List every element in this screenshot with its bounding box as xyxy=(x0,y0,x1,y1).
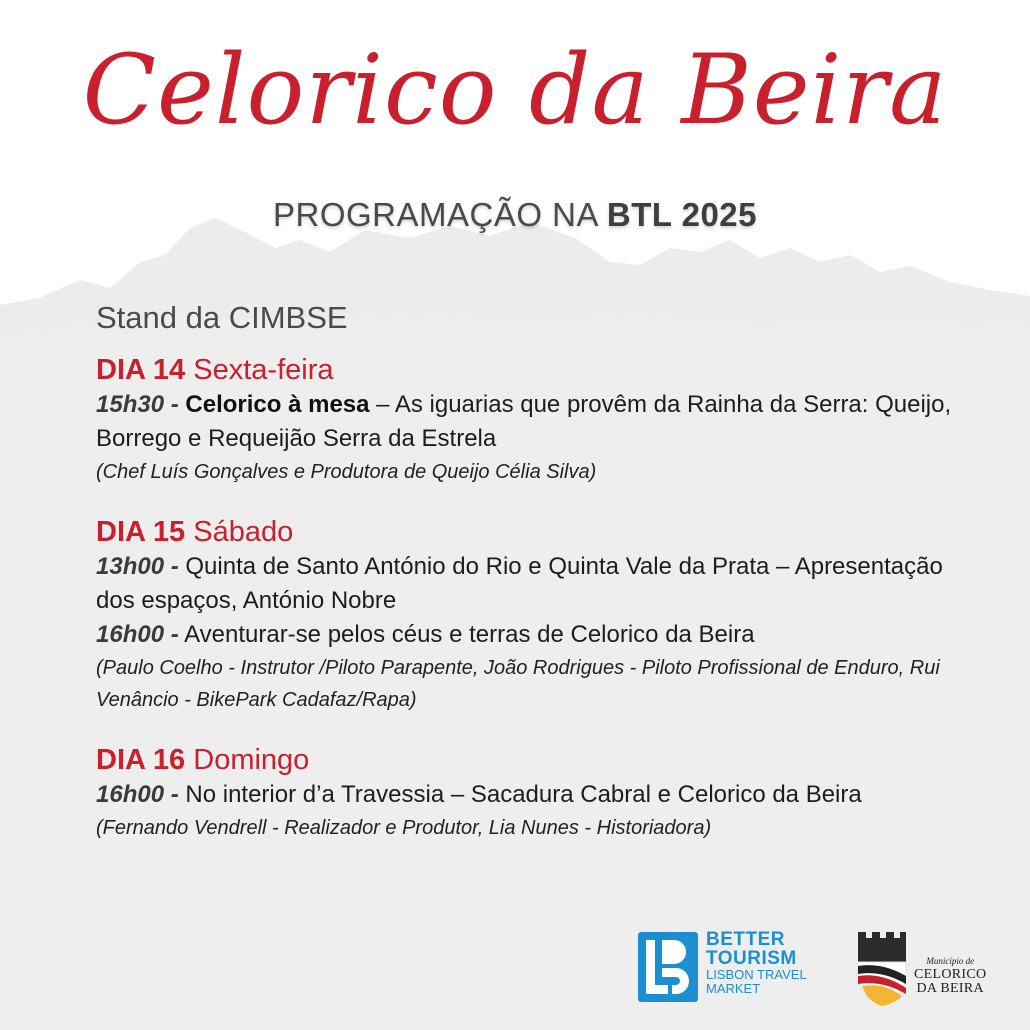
day-heading xyxy=(96,352,976,388)
event-time: 13h00 - xyxy=(96,553,179,580)
better-tourism-logo-icon xyxy=(636,930,700,1004)
event-time: 16h00 - xyxy=(96,621,179,648)
weekday: Sexta-feira xyxy=(193,354,334,386)
day-label: DIA 14 xyxy=(96,354,186,386)
municipio-small: Município de xyxy=(926,956,975,966)
municipio-line-1: CELORICO xyxy=(914,967,987,982)
day-block-14 xyxy=(96,352,976,488)
day-label: DIA 16 xyxy=(96,744,186,776)
day-heading xyxy=(96,742,976,778)
sponsor-logos xyxy=(636,926,996,1006)
bt-line-3: LISBON TRAVEL xyxy=(706,967,807,982)
event-time: 15h30 - xyxy=(96,391,179,418)
program-subtitle xyxy=(0,196,1030,234)
event-time: 16h00 - xyxy=(96,781,179,808)
event-entry xyxy=(96,388,976,456)
event-participants: (Chef Luís Gonçalves e Produtora de Queijo Célia Silva) xyxy=(96,461,597,483)
subtitle-event: BTL 2025 xyxy=(606,196,758,233)
weekday: Domingo xyxy=(193,744,310,776)
script-title: Celorico da Beira xyxy=(82,34,948,146)
event-description: – As iguarias que provêm da Rainha da Serra: Queijo, Borrego e Requeijão Serra da Estrela xyxy=(96,391,952,452)
weekday: Sábado xyxy=(193,516,294,548)
subtitle-prefix: PROGRAMAÇÃO NA xyxy=(272,196,607,233)
stand-location: Stand da CIMBSE xyxy=(96,300,348,335)
bt-line-2: TOURISM xyxy=(706,948,797,969)
event-description: No interior d’a Travessia – Sacadura Cabral e Celorico da Beira xyxy=(185,781,862,808)
day-heading xyxy=(96,514,976,550)
municipio-line-2: DA BEIRA xyxy=(916,981,984,996)
event-participants: (Fernando Vendrell - Realizador e Produtor, Lia Nunes - Historiadora) xyxy=(96,817,712,839)
better-tourism-wordmark xyxy=(706,930,807,996)
bt-line-4: MARKET xyxy=(706,981,761,996)
municipio-crest-icon xyxy=(854,926,910,1006)
event-participants: (Paulo Coelho - Instrutor /Piloto Parapente, João Rodrigues - Piloto Profissional de Enduro, Rui Venâncio - BikePark Cadafaz/Rapa) xyxy=(96,657,940,711)
event-description: Aventurar-se pelos céus e terras de Celorico da Beira xyxy=(184,621,755,648)
day-block-16 xyxy=(96,742,976,844)
event-title: Celorico à mesa xyxy=(185,391,370,418)
day-label: DIA 15 xyxy=(96,516,186,548)
event-entry xyxy=(96,550,976,618)
event-entry xyxy=(96,778,976,812)
event-description: Quinta de Santo António do Rio e Quinta Vale da Prata – Apresentação dos espaços, António Nobre xyxy=(96,553,943,614)
day-block-15 xyxy=(96,514,976,716)
schedule xyxy=(96,298,976,870)
municipio-wordmark xyxy=(914,954,986,996)
bt-line-1: BETTER xyxy=(706,929,785,950)
event-entry xyxy=(96,618,976,652)
